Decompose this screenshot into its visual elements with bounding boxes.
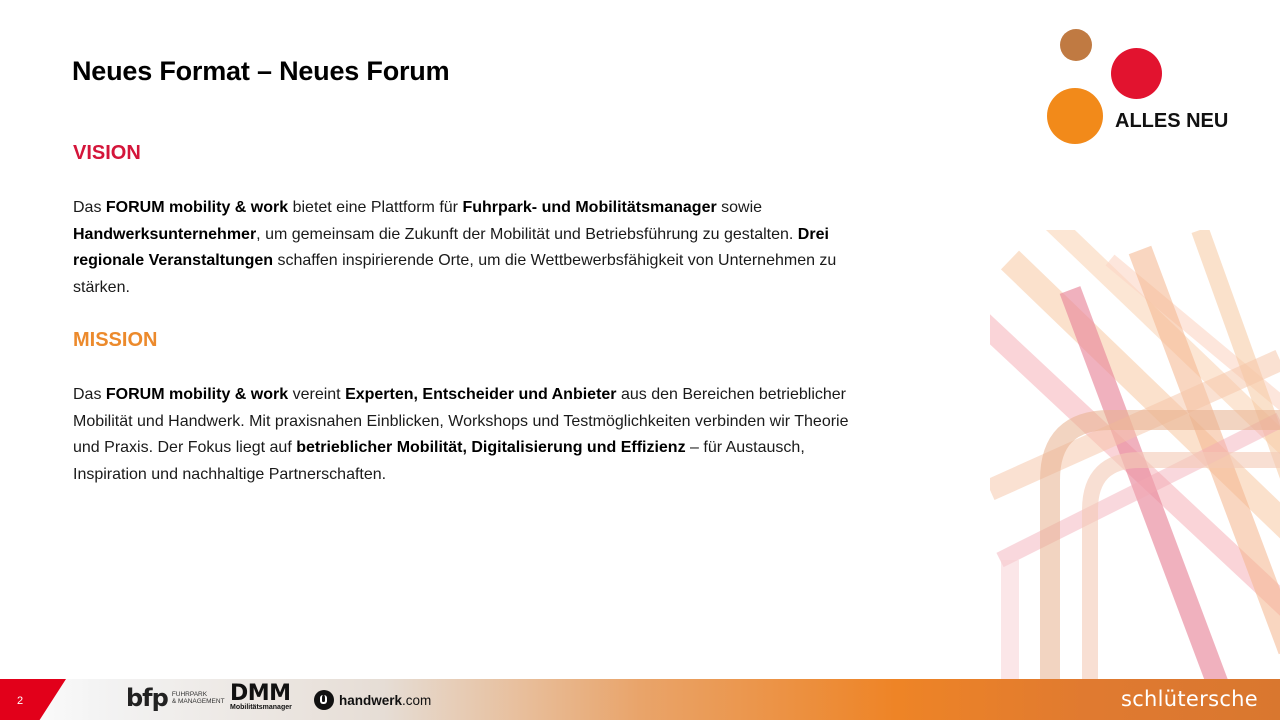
bfp-logo-sub-1: FUHRPARK xyxy=(171,691,208,698)
text-run: , um gemeinsam die Zukunft der Mobilität und Betriebsführung zu gestalten. xyxy=(256,225,798,243)
bold-phrase: FORUM mobility & work xyxy=(105,386,289,403)
text-run: aus den Bereichen betrieblicher Mobilität und Handwerk. Mit praxisnahen Einblicken, Workshops und Testmöglichkeiten verbinden wir Theorie und Praxis. Der Fokus liegt auf xyxy=(73,386,849,456)
mission-paragraph xyxy=(73,382,863,488)
circle-orange xyxy=(1047,88,1103,144)
text-run: – für Austausch, Inspiration und nachhaltige Partnerschaften. xyxy=(73,439,805,483)
bfp-logo-mark: bfp xyxy=(126,684,168,712)
dmm-logo-mark: DMM xyxy=(230,681,291,706)
handwerk-icon xyxy=(314,690,334,710)
dmm-logo-sub: Mobilitätsmanager xyxy=(230,704,292,711)
vision-heading: VISION xyxy=(73,142,141,164)
text-run: Das xyxy=(73,386,106,403)
vision-paragraph xyxy=(73,195,863,301)
text-run: sowie xyxy=(716,199,763,216)
bold-phrase: Handwerksunternehmer xyxy=(73,225,257,243)
text-run: vereint xyxy=(288,386,346,403)
text-run: Das xyxy=(73,199,106,216)
slide-title: Neues Format – Neues Forum xyxy=(72,56,450,86)
bfp-logo-sub-2: & MANAGEMENT xyxy=(171,698,225,705)
bold-phrase: betrieblicher Mobilität, Digitalisierung und Effizienz xyxy=(296,439,686,456)
text-run: schaffen inspirierende Orte, um die Wettbewerbsfähigkeit von Unternehmen zu stärken. xyxy=(73,252,837,296)
handwerk-logo-bold: handwerk xyxy=(339,692,403,708)
page-number: 2 xyxy=(17,695,24,707)
bfp-logo xyxy=(126,684,225,712)
bold-phrase: Drei regionale Veranstaltungen xyxy=(73,225,829,269)
bold-phrase: FORUM mobility & work xyxy=(105,199,289,216)
decorative-stripes xyxy=(990,230,1280,680)
schluetersche-logo: schlütersche xyxy=(1120,687,1258,711)
footer-bar xyxy=(0,679,1280,720)
alles-neu-label: ALLES NEU xyxy=(1115,110,1229,132)
handwerk-logo-suffix: .com xyxy=(402,692,432,708)
handwerk-logo xyxy=(314,690,431,710)
page-number-badge xyxy=(0,679,66,720)
bold-phrase: Fuhrpark- und Mobilitätsmanager xyxy=(462,199,717,216)
text-run: bietet eine Plattform für xyxy=(288,199,463,216)
dmm-logo xyxy=(230,681,292,712)
mission-heading: MISSION xyxy=(73,329,158,351)
circle-red xyxy=(1111,48,1162,99)
bold-phrase: Experten, Entscheider und Anbieter xyxy=(345,386,617,403)
circle-brown xyxy=(1060,29,1092,61)
